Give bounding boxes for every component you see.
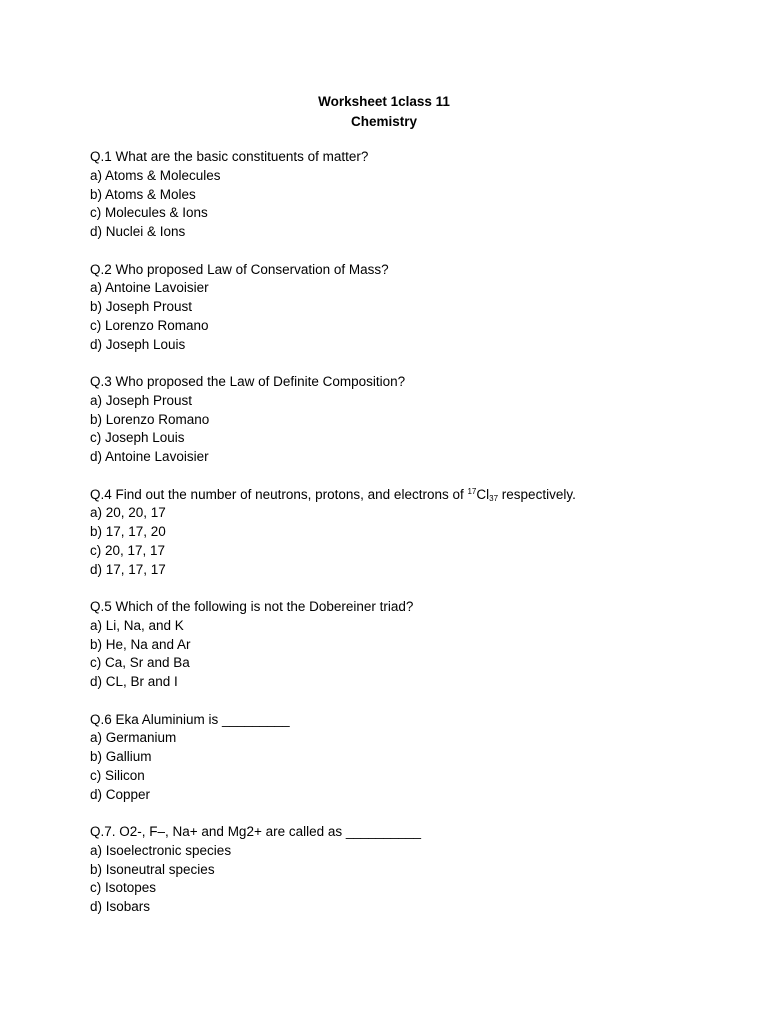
option-a: a) Joseph Proust — [90, 392, 193, 408]
option-d: d) Nuclei & Ions — [90, 224, 186, 239]
questions-list — [90, 148, 730, 936]
option-b: b) He, Na and Ar — [90, 636, 191, 652]
question-5 — [90, 598, 730, 692]
option-b: b) 17, 17, 20 — [90, 524, 166, 539]
option-b: b) Gallium — [90, 749, 152, 764]
mass-superscript: 17 — [467, 486, 477, 496]
option-c: c) Molecules & Ions — [90, 205, 208, 221]
question-text: Q.3 Who proposed the Law of Definite Composition? — [90, 374, 406, 389]
question-text: Q.7. O2-, F–, Na+ and Mg2+ are called as __________ — [90, 824, 421, 839]
question-text-end: respectively. — [498, 486, 576, 502]
question-1 — [90, 148, 730, 242]
question-text: Q.5 Which of the following is not the Dobereiner triad? — [90, 599, 414, 614]
mass-subscript: 37 — [489, 493, 499, 503]
question-text: Q.2 Who proposed Law of Conservation of Mass? — [90, 261, 389, 277]
option-c: c) Lorenzo Romano — [90, 317, 209, 333]
question-text: Q.1 What are the basic constituents of matter? — [90, 149, 369, 164]
question-text: Q.6 Eka Aluminium is _________ — [90, 711, 290, 727]
option-c: c) Ca, Sr and Ba — [90, 655, 190, 671]
option-c: c) 20, 17, 17 — [90, 542, 166, 558]
option-a: a) Isoelectronic species — [90, 842, 232, 858]
option-c: c) Silicon — [90, 767, 145, 783]
option-d: d) Joseph Louis — [90, 336, 186, 352]
option-b: b) Lorenzo Romano — [90, 411, 210, 427]
question-4 — [90, 486, 730, 580]
element-symbol: Cl — [476, 486, 490, 502]
option-b: b) Atoms & Moles — [90, 186, 196, 202]
option-d: d) Copper — [90, 786, 151, 802]
question-text — [90, 486, 730, 505]
option-d: d) 17, 17, 17 — [90, 561, 166, 577]
option-a: a) Germanium — [90, 730, 177, 746]
option-c: c) Isotopes — [90, 880, 157, 896]
question-3 — [90, 373, 730, 467]
worksheet-title: Worksheet 1class 11 — [318, 94, 450, 109]
question-6 — [90, 711, 730, 805]
subject-title: Chemistry — [350, 114, 418, 129]
option-a: a) 20, 20, 17 — [90, 505, 166, 521]
question-text-start: Q.4 Find out the number of neutrons, protons, and electrons of — [90, 486, 468, 502]
option-b: b) Isoneutral species — [90, 861, 215, 877]
option-d: d) Isobars — [90, 899, 151, 914]
option-a: a) Atoms & Molecules — [90, 167, 221, 183]
question-7 — [90, 823, 730, 917]
option-b: b) Joseph Proust — [90, 299, 193, 314]
question-2 — [90, 261, 730, 355]
option-c: c) Joseph Louis — [90, 430, 185, 446]
option-d: d) Antoine Lavoisier — [90, 449, 209, 464]
option-a: a) Li, Na, and K — [90, 617, 184, 633]
option-d: d) CL, Br and I — [90, 674, 178, 689]
option-a: a) Antoine Lavoisier — [90, 280, 209, 296]
